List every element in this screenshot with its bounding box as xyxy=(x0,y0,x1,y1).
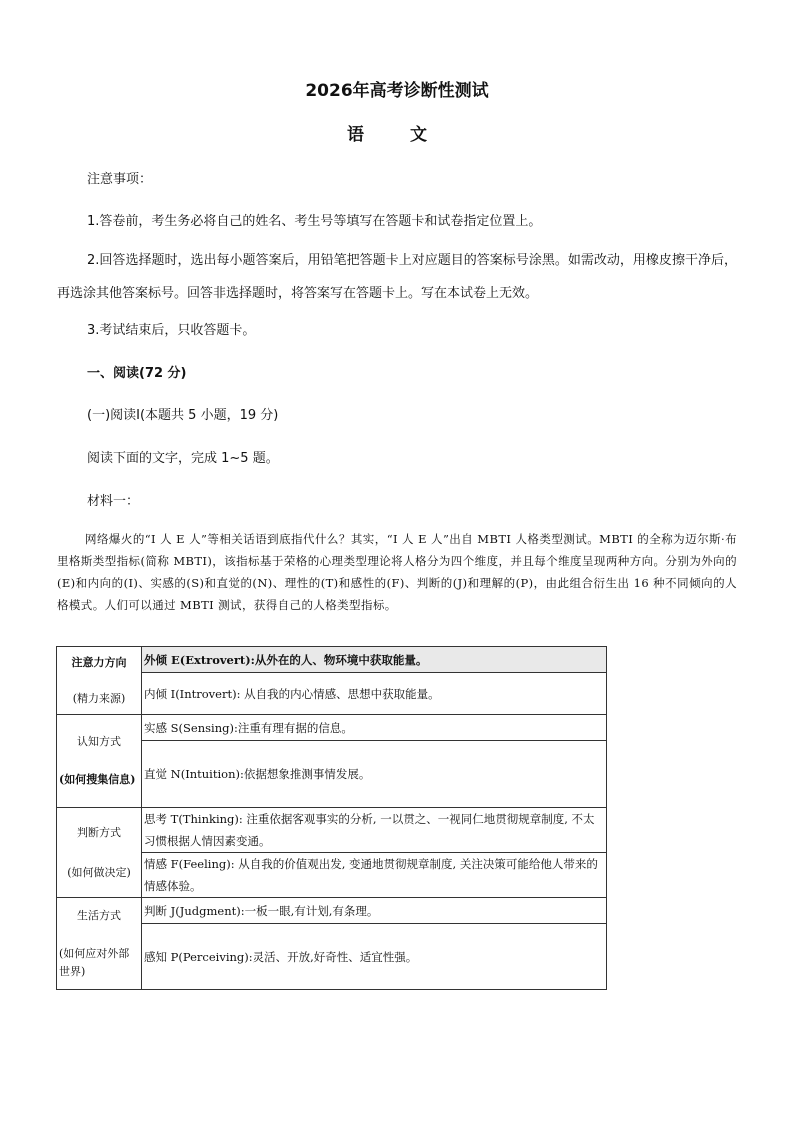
trait-cell: 直觉 N(Intuition):依据想象推测事情发展。 xyxy=(142,741,607,808)
trait-cell: 情感 F(Feeling): 从自我的价值观出发, 变通地贯彻规章制度, 关注决策可能给他人带来的情感体验。 xyxy=(142,853,607,898)
material-label: 材料一： xyxy=(87,494,140,509)
category-note: (如何搜集信息) xyxy=(59,773,136,786)
trait-cell: 感知 P(Perceiving):灵活、开放,好奇性、适宜性强。 xyxy=(142,924,607,990)
trait-cell: 实感 S(Sensing):注重有理有据的信息。 xyxy=(142,715,607,741)
reading-instruction: 阅读下面的文字，完成 1~5 题。 xyxy=(87,451,279,466)
notice-item-2: 2.回答选择题时，选出每小题答案后，用铅笔把答题卡上对应题目的答案标号涂黑。如需改动，用橡皮擦干净后，再选涂其他答案标号。回答非选择题时，将答案写在答题卡上。写在本试卷上无效。 xyxy=(57,253,737,301)
category-cell xyxy=(57,715,142,808)
section-heading: 一、阅读(72 分) xyxy=(87,366,187,381)
category-note: (如何应对外部世界) xyxy=(59,946,130,978)
subject-title: 语 文 xyxy=(347,125,447,145)
table-row xyxy=(57,647,607,673)
reading-subsection: (一)阅读Ⅰ(本题共 5 小题，19 分) xyxy=(87,408,279,423)
category-name: 判断方式 xyxy=(77,825,121,839)
category-name: 生活方式 xyxy=(77,908,121,922)
category-note: (精力来源) xyxy=(72,691,126,705)
trait-cell: 思考 T(Thinking): 注重依据客观事实的分析, 一以贯之、一视同仁地贯彻规章制度, 不太习惯根据人情因素变通。 xyxy=(142,808,607,853)
notice-item-3: 3.考试结束后，只收答题卡。 xyxy=(87,323,256,338)
category-cell xyxy=(57,808,142,898)
table-row xyxy=(57,898,607,924)
trait-cell: 外倾 E(Extrovert):从外在的人、物环境中获取能量。 xyxy=(142,647,607,673)
exam-title: 2026年高考诊断性测试 xyxy=(305,81,489,101)
passage-text: 网络爆火的“I 人 E 人”等相关话语到底指代什么？其实，“I 人 E 人”出自 MBTI 人格类型测试。MBTI 的全称为迈尔斯·布里格斯类型指标(简称 MBTI)，该指标基于荣格的心理类型理论将人格分为四个维度，并且每个维度呈现两种方向。分别为外向的(E)和内向的(I)、实感的(S)和直觉的(N)、理性的(T)和感性的(F)、判断的(J)和理解的(P)，由此组合衍生出 16 种不同倾向的人格模式。人们可以通过 MBTI 测试，获得自己的人格类型指标。 xyxy=(57,532,737,612)
mbti-table xyxy=(56,646,607,990)
category-name: 注意力方向 xyxy=(71,655,127,669)
table-row xyxy=(57,808,607,853)
trait-cell: 判断 J(Judgment):一板一眼,有计划,有条理。 xyxy=(142,898,607,924)
table-row xyxy=(57,715,607,741)
category-cell xyxy=(57,647,142,715)
category-name: 认知方式 xyxy=(77,735,121,748)
notice-item-1: 1.答卷前，考生务必将自己的姓名、考生号等填写在答题卡和试卷指定位置上。 xyxy=(87,214,542,229)
trait-cell: 内倾 I(Introvert): 从自我的内心情感、思想中获取能量。 xyxy=(142,673,607,715)
category-note: (如何做决定) xyxy=(67,865,131,879)
category-cell xyxy=(57,898,142,990)
notice-heading: 注意事项： xyxy=(87,172,153,187)
